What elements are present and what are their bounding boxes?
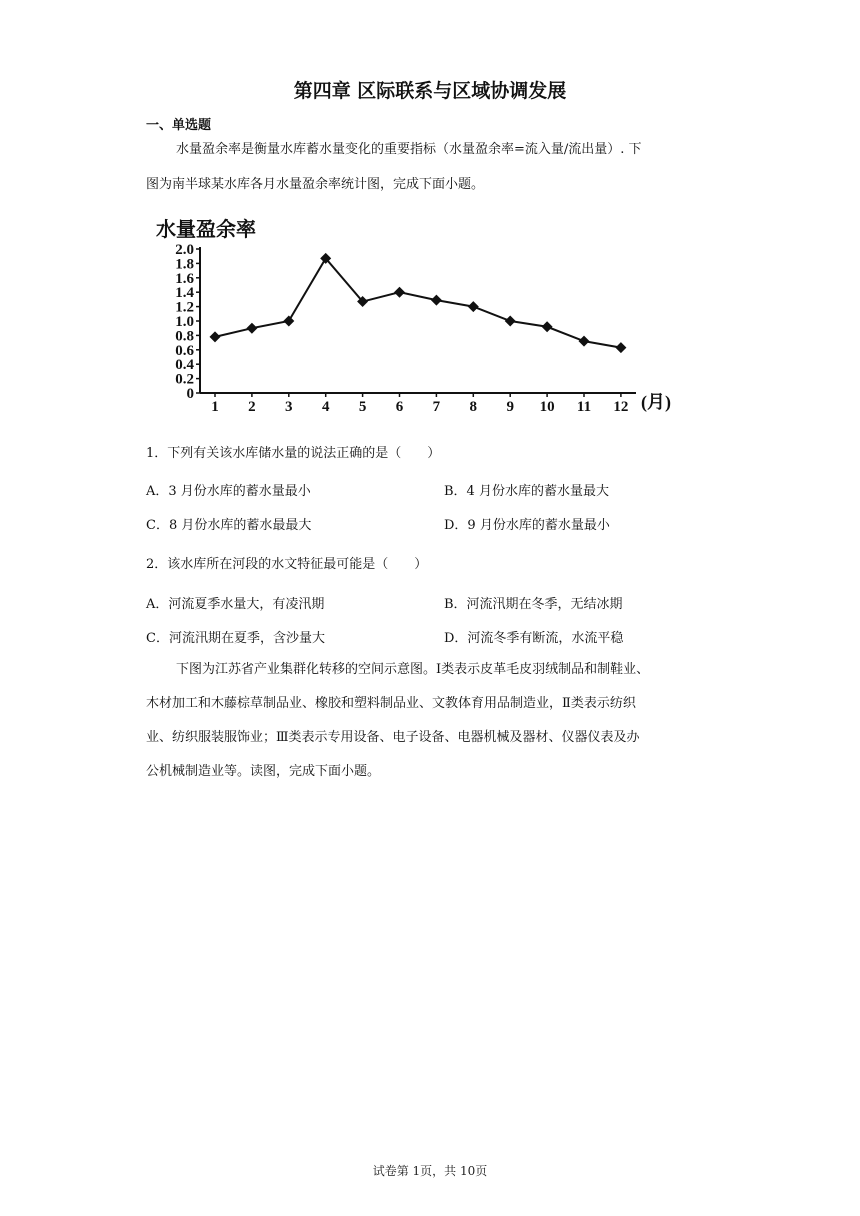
- data-point: [210, 331, 221, 342]
- y-tick-label: 0.4: [175, 357, 194, 374]
- x-tick-label: 8: [469, 399, 478, 415]
- x-tick-label: 4: [321, 399, 330, 415]
- q2-option-a[interactable]: A．河流夏季水量大，有凌汛期: [146, 597, 325, 612]
- data-point: [431, 295, 442, 306]
- data-point: [542, 321, 553, 332]
- intro-paragraph-1-line-2: 图为南半球某水库各月水量盈余率统计图，完成下面小题。: [146, 177, 485, 192]
- y-tick-label: 1.0: [175, 314, 194, 330]
- y-tick-label: 1.2: [175, 299, 194, 316]
- x-tick-label: 3: [285, 399, 293, 415]
- data-point: [468, 301, 479, 312]
- chart-title: 水量盈余率: [156, 219, 256, 241]
- y-tick-label: 0: [186, 386, 194, 402]
- x-tick-label: 9: [506, 399, 514, 415]
- data-point: [394, 287, 405, 298]
- y-tick-label: 1.8: [175, 256, 194, 273]
- intro-paragraph-2-line-2: 木材加工和木藤棕草制品业、橡胶和塑料制品业、文教体育用品制造业，Ⅱ类表示纺织: [146, 696, 636, 711]
- x-tick-label: 5: [358, 399, 367, 415]
- intro-paragraph-1-line-1: 水量盈余率是衡量水库蓄水量变化的重要指标（水量盈余率=流入量/流出量）. 下: [176, 142, 642, 157]
- intro-paragraph-2-line-4: 公机械制造业等。读图，完成下面小题。: [146, 764, 381, 779]
- q1-option-a[interactable]: A．3 月份水库的蓄水量最小: [146, 484, 311, 499]
- data-point: [505, 316, 516, 327]
- q1-option-b[interactable]: B．4 月份水库的蓄水量最大: [444, 484, 609, 499]
- q2-option-d[interactable]: D．河流冬季有断流，水流平稳: [444, 631, 624, 646]
- y-tick-label: 2.0: [175, 242, 194, 258]
- data-point: [283, 316, 294, 327]
- q1-option-d[interactable]: D．9 月份水库的蓄水量最小: [444, 518, 610, 533]
- x-axis-label: (月): [641, 392, 671, 412]
- q2-option-b[interactable]: B．河流汛期在冬季，无结冰期: [444, 597, 623, 612]
- y-tick-label: 1.6: [175, 270, 194, 287]
- data-point: [246, 323, 257, 334]
- water-surplus-chart: [146, 212, 686, 422]
- x-tick-label: 1: [211, 399, 219, 415]
- data-point: [579, 336, 590, 347]
- x-tick-label: 2: [248, 399, 256, 415]
- question-2-stem: 2．该水库所在河段的水文特征最可能是（ ）: [146, 557, 428, 572]
- page-footer: 试卷第 1页，共 10页: [372, 1164, 488, 1178]
- q2-option-c[interactable]: C．河流汛期在夏季，含沙量大: [146, 631, 325, 646]
- x-tick-label: 6: [395, 399, 404, 415]
- y-tick-label: 0.6: [175, 342, 194, 359]
- intro-paragraph-2-line-1: 下图为江苏省产业集群化转移的空间示意图。Ⅰ类表示皮革毛皮羽绒制品和制鞋业、: [176, 662, 650, 677]
- x-tick-label: 12: [613, 399, 629, 415]
- data-point: [615, 342, 626, 353]
- x-tick-label: 11: [576, 399, 592, 415]
- intro-paragraph-2-line-3: 业、纺织服装服饰业；Ⅲ类表示专用设备、电子设备、电器机械及器材、仪器仪表及办: [146, 730, 640, 745]
- y-tick-label: 1.4: [175, 285, 194, 302]
- question-1-stem: 1．下列有关该水库储水量的说法正确的是（ ）: [146, 446, 441, 461]
- y-tick-label: 0.8: [175, 328, 194, 345]
- series-line: [215, 258, 621, 347]
- x-tick-label: 7: [432, 399, 441, 415]
- y-tick-label: 0.2: [175, 371, 194, 388]
- section-heading: 一、单选题: [146, 118, 212, 133]
- page-title: 第四章 区际联系与区域协调发展: [293, 80, 567, 102]
- x-tick-label: 10: [539, 399, 555, 415]
- q1-option-c[interactable]: C．8 月份水库的蓄水最最大: [146, 518, 312, 533]
